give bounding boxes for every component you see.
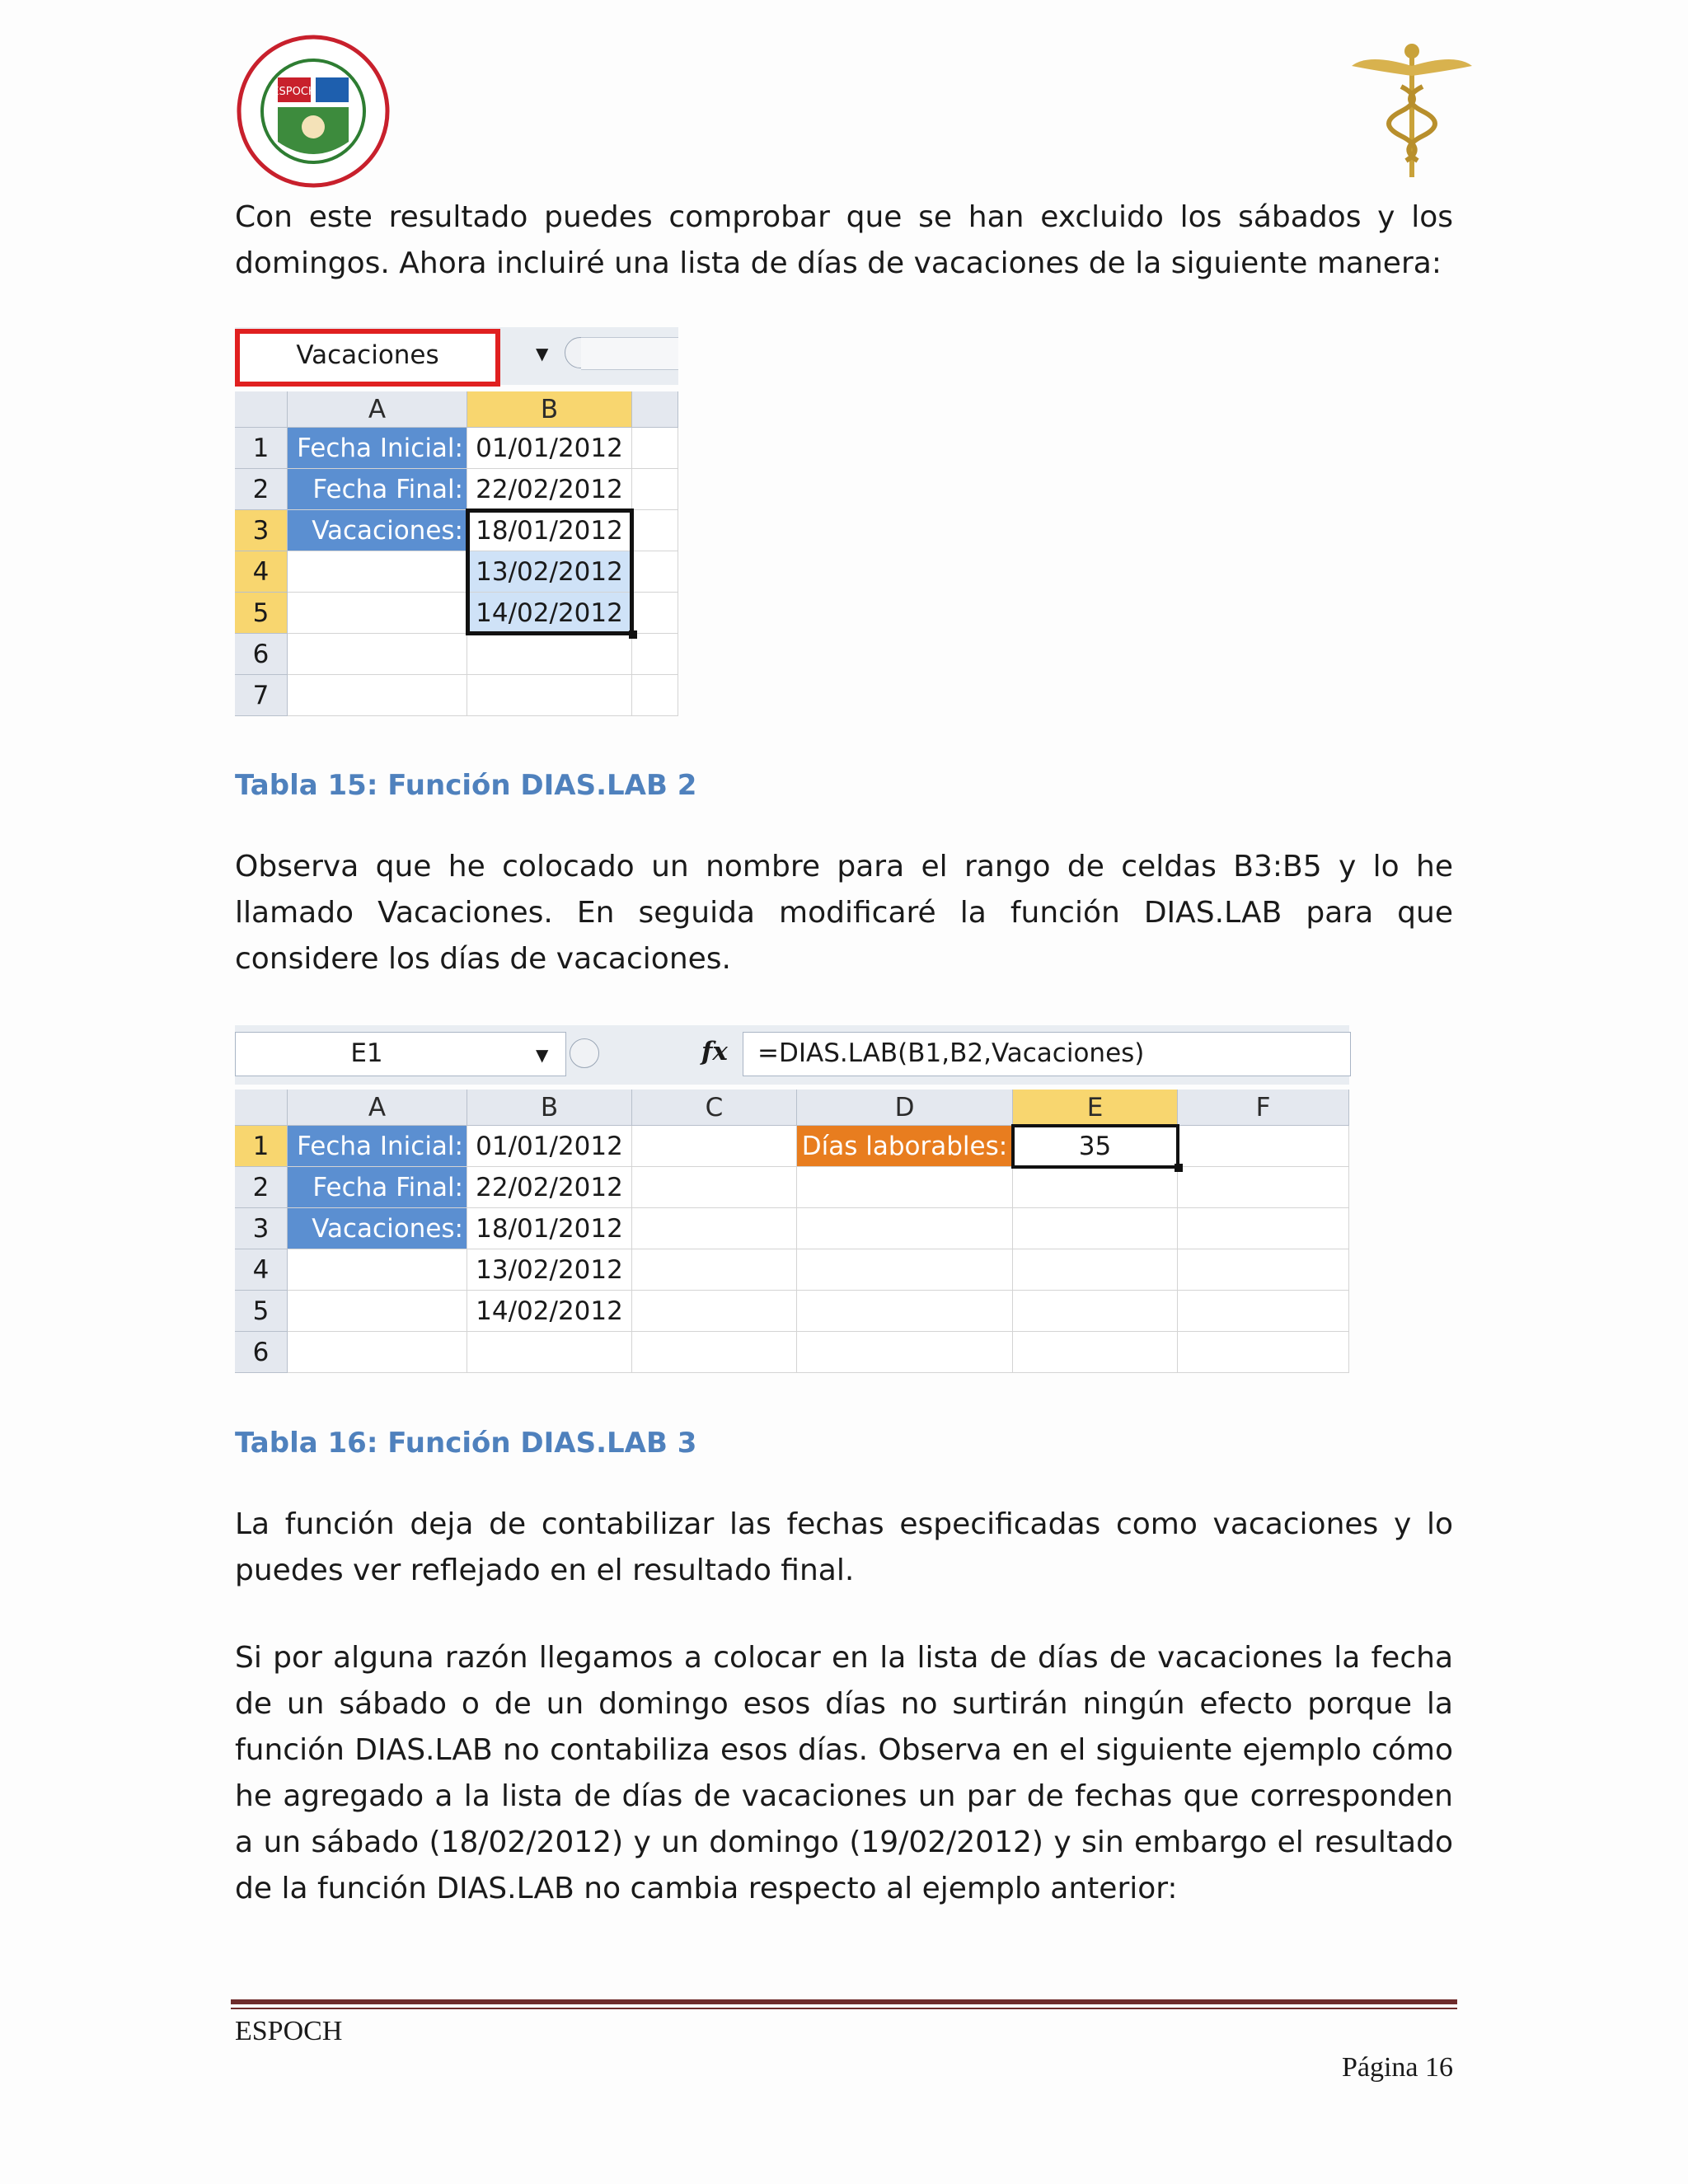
fill-handle[interactable]	[1175, 1164, 1183, 1172]
cell-a2[interactable]: Fecha Final:	[288, 469, 467, 510]
cell-f2[interactable]	[1178, 1167, 1349, 1208]
svg-text:ESPOCH: ESPOCH	[272, 86, 316, 98]
col-header-b[interactable]: B	[467, 1090, 632, 1126]
cell-a7[interactable]	[288, 675, 467, 716]
cell-f3[interactable]	[1178, 1208, 1349, 1249]
cell-f1[interactable]	[1178, 1126, 1349, 1167]
cell-b6[interactable]	[467, 1332, 632, 1373]
cell-c5[interactable]	[632, 1291, 797, 1332]
col-header-b[interactable]: B	[467, 391, 632, 428]
cell-d5[interactable]	[797, 1291, 1013, 1332]
select-all-corner[interactable]	[235, 391, 288, 428]
row-header-1[interactable]: 1	[235, 1126, 288, 1167]
cell-d2[interactable]	[797, 1167, 1013, 1208]
cell-c1[interactable]	[632, 1126, 797, 1167]
footer-left: ESPOCH	[235, 2016, 343, 2046]
row-header-4[interactable]: 4	[235, 551, 288, 593]
formula-text: =DIAS.LAB(B1,B2,Vacaciones)	[757, 1038, 1145, 1068]
cell-b7[interactable]	[467, 675, 632, 716]
cell-b5[interactable]: 14/02/2012	[467, 593, 632, 634]
cell-a3[interactable]: Vacaciones:	[288, 1208, 467, 1249]
cell-b2[interactable]: 22/02/2012	[467, 469, 632, 510]
cell-a6[interactable]	[288, 634, 467, 675]
row-header-4[interactable]: 4	[235, 1249, 288, 1291]
spreadsheet-vacaciones	[235, 327, 678, 721]
cell-c2[interactable]	[632, 1167, 797, 1208]
cell-b4[interactable]: 13/02/2012	[467, 551, 632, 593]
cell-a5[interactable]	[288, 593, 467, 634]
institution-seal	[237, 35, 390, 188]
cell-b1[interactable]: 01/01/2012	[467, 428, 632, 469]
row-header-1[interactable]: 1	[235, 428, 288, 469]
scroll-knob-icon	[570, 1038, 599, 1068]
paragraph-4: Si por alguna razón llegamos a colocar en la lista de días de vacaciones la fecha de un sábado o de un domingo esos días no surtirán ningún efecto porque la función DIAS.LAB no contabiliza esos días. Observa en el siguiente ejemplo cómo he agregado a la lista de días de vacaciones un par de fechas que corresponden a un sábado (18/02/2012) y un domingo (19/02/2012) y sin embargo el resultado de la función DIAS.LAB no cambia respecto al ejemplo anterior:	[235, 1641, 1453, 1905]
range-selection-border	[466, 509, 634, 635]
cell-b3[interactable]: 18/01/2012	[467, 1208, 632, 1249]
paragraph-3: La función deja de contabilizar las fechas especificadas como vacaciones y lo puedes ver reflejado en el resultado final.	[235, 1507, 1453, 1587]
cell-c2[interactable]	[632, 469, 678, 510]
cell-a6[interactable]	[288, 1332, 467, 1373]
footer-rule-thin	[231, 2008, 1457, 2009]
cell-c4[interactable]	[632, 1249, 797, 1291]
row-header-2[interactable]: 2	[235, 1167, 288, 1208]
footer-rule	[231, 1999, 1457, 2004]
cell-b6[interactable]	[467, 634, 632, 675]
caption-tabla-16: Tabla 16: Función DIAS.LAB 3	[235, 1427, 697, 1460]
name-box-value: E1	[350, 1038, 383, 1068]
cell-f4[interactable]	[1178, 1249, 1349, 1291]
col-header-c[interactable]: C	[632, 1090, 797, 1126]
cell-a1[interactable]: Fecha Inicial:	[288, 428, 467, 469]
row-header-6[interactable]: 6	[235, 1332, 288, 1373]
cell-e2[interactable]	[1013, 1167, 1178, 1208]
col-header-a[interactable]: A	[288, 391, 467, 428]
cell-d1[interactable]: Días laborables:	[797, 1126, 1013, 1167]
spreadsheet-dias-lab	[235, 1025, 1349, 1378]
cell-b3[interactable]: 18/01/2012	[467, 510, 632, 551]
cell-e4[interactable]	[1013, 1249, 1178, 1291]
cell-c5[interactable]	[632, 593, 678, 634]
cell-c4[interactable]	[632, 551, 678, 593]
paragraph-1: Con este resultado puedes comprobar que se han excluido los sábados y los domingos. Ahora incluiré una lista de días de vacaciones de la siguiente manera:	[235, 200, 1453, 280]
row-header-2[interactable]: 2	[235, 469, 288, 510]
cell-c3[interactable]	[632, 1208, 797, 1249]
cell-c3[interactable]	[632, 510, 678, 551]
cell-a4[interactable]	[288, 1249, 467, 1291]
cell-e5[interactable]	[1013, 1291, 1178, 1332]
row-header-3[interactable]: 3	[235, 510, 288, 551]
row-header-3[interactable]: 3	[235, 1208, 288, 1249]
col-header-a[interactable]: A	[288, 1090, 467, 1126]
cell-a2[interactable]: Fecha Final:	[288, 1167, 467, 1208]
caduceus-icon	[1352, 41, 1472, 181]
cell-c6[interactable]	[632, 634, 678, 675]
cell-e6[interactable]	[1013, 1332, 1178, 1373]
chevron-down-icon[interactable]: ▼	[536, 1045, 549, 1065]
cell-d6[interactable]	[797, 1332, 1013, 1373]
cell-d4[interactable]	[797, 1249, 1013, 1291]
cell-e1[interactable]: 35	[1013, 1126, 1178, 1167]
fill-handle[interactable]	[629, 630, 637, 639]
caption-tabla-15: Tabla 15: Función DIAS.LAB 2	[235, 769, 697, 802]
page-number: Página 16	[1341, 2052, 1453, 2083]
row-header-7[interactable]: 7	[235, 675, 288, 716]
cell-b2[interactable]: 22/02/2012	[467, 1167, 632, 1208]
cell-b1[interactable]: 01/01/2012	[467, 1126, 632, 1167]
active-cell-border	[1011, 1124, 1179, 1169]
cell-a4[interactable]	[288, 551, 467, 593]
row-header-5[interactable]: 5	[235, 593, 288, 634]
cell-b4[interactable]: 13/02/2012	[467, 1249, 632, 1291]
select-all-corner[interactable]	[235, 1090, 288, 1126]
cell-a1[interactable]: Fecha Inicial:	[288, 1126, 467, 1167]
name-box[interactable]: Vacaciones	[296, 340, 439, 370]
cell-a3[interactable]: Vacaciones:	[288, 510, 467, 551]
cell-b5[interactable]: 14/02/2012	[467, 1291, 632, 1332]
col-header-d[interactable]: D	[797, 1090, 1013, 1126]
cell-c6[interactable]	[632, 1332, 797, 1373]
cell-a5[interactable]	[288, 1291, 467, 1332]
col-header-c-partial[interactable]	[632, 391, 678, 428]
row-header-5[interactable]: 5	[235, 1291, 288, 1332]
cell-c1[interactable]	[632, 428, 678, 469]
cell-c7[interactable]	[632, 675, 678, 716]
cell-e3[interactable]	[1013, 1208, 1178, 1249]
fx-icon[interactable]: fx	[701, 1037, 728, 1066]
col-header-e[interactable]: E	[1013, 1090, 1178, 1126]
row-header-6[interactable]: 6	[235, 634, 288, 675]
cell-d3[interactable]	[797, 1208, 1013, 1249]
cell-f5[interactable]	[1178, 1291, 1349, 1332]
col-header-f[interactable]: F	[1178, 1090, 1349, 1126]
cell-f6[interactable]	[1178, 1332, 1349, 1373]
paragraph-2: Observa que he colocado un nombre para el rango de celdas B3:B5 y lo he llamado Vacaciones. En seguida modificaré la función DIAS.LAB para que considere los días de vacaciones.	[235, 850, 1453, 976]
chevron-down-icon[interactable]: ▼	[536, 344, 549, 363]
